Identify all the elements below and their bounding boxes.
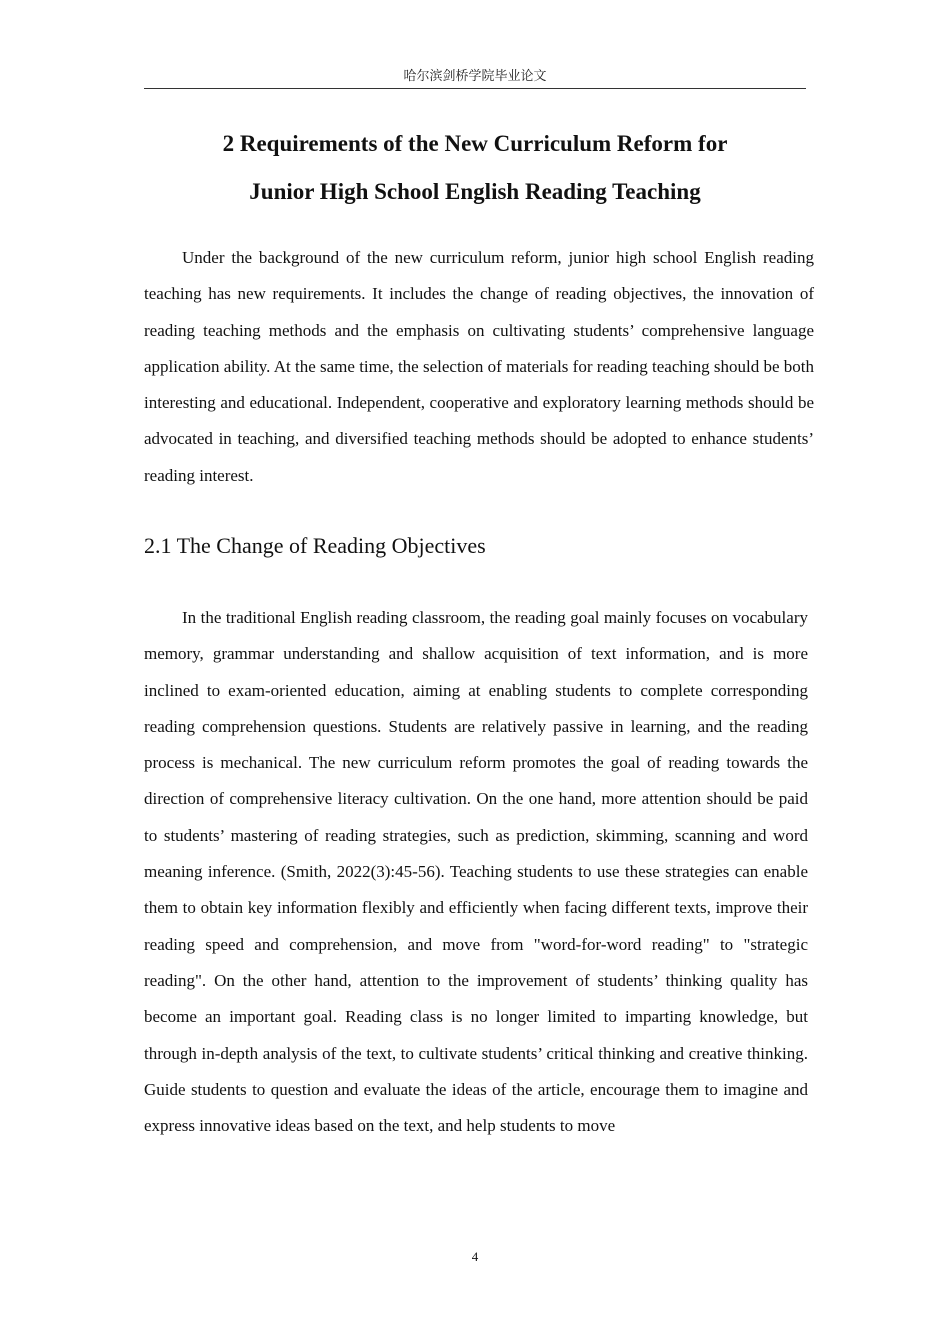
intro-paragraph: Under the background of the new curriculum reform, junior high school English reading teaching has new requirements. It includes the change of reading objectives, the innovation of reading teaching methods and the emphasis on cultivating students’ comprehensive language application ability. At the same time, the selection of materials for reading teaching should be both interesting and educational. Independent, cooperative and exploratory learning methods should be advocated in teaching, and diversified teaching methods should be adopted to enhance students’ reading interest. [144,248,814,485]
section-title: 2.1 The Change of Reading Objectives [144,533,486,558]
section-paragraph: In the traditional English reading classroom, the reading goal mainly focuses on vocabulary memory, grammar understanding and shallow acquisition of text information, and is more inclined to exam-oriented education, aiming at enabling students to complete corresponding reading comprehension questions. Students are relatively passive in learning, and the reading process is mechanical. The new curriculum reform promotes the goal of reading towards the direction of comprehensive literacy cultivation. On the one hand, more attention should be paid to students’ mastering of reading strategies, such as prediction, skimming, scanning and word meaning inference. (Smith, 2022(3):45-56). Teaching students to use these strategies can enable them to obtain key information flexibly and efficiently when facing different texts, improve their reading speed and comprehension, and move from "word-for-word reading" to "strategic reading". On the other hand, attention to the improvement of students’ thinking quality has become an important goal. Reading class is no longer limited to imparting knowledge, but through in-depth analysis of the text, to cultivate students’ critical thinking and creative thinking. Guide students to question and evaluate the ideas of the article, encourage them to imagine and express innovative ideas based on the text, and help students to move [144,608,808,1136]
chapter-title-line-1: 2 Requirements of the New Curriculum Reform for [222,131,728,156]
page-number: 4 [471,1249,479,1264]
chapter-title [144,120,806,216]
chapter-title-line-2: Junior High School English Reading Teaching [249,179,701,204]
running-header: 哈尔滨剑桥学院毕业论文 [144,66,806,89]
